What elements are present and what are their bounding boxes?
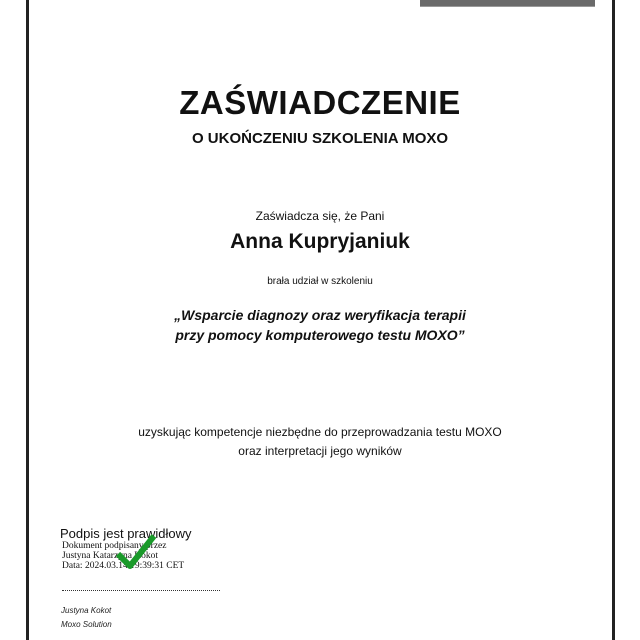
recipient-name: Anna Kupryjaniuk: [230, 230, 410, 253]
signature-detail: Data: 2024.03.14 19:39:31 CET: [62, 561, 185, 571]
course-line: przy pomocy komputerowego testu MOXO”: [175, 327, 465, 343]
signature-status: Podpis jest prawidłowy: [60, 526, 192, 541]
competence-line: uzyskując kompetencje niezbędne do przeprowadzania testu MOXO: [138, 425, 502, 439]
signature-detail: Justyna Katarzyna Kokot: [62, 551, 159, 561]
competence-line: oraz interpretacji jego wyników: [238, 444, 402, 458]
course-title: [0, 305, 640, 345]
competence-text: [0, 423, 640, 461]
course-line: „Wsparcie diagnozy oraz weryfikacja terapii: [174, 307, 466, 323]
top-bar: [420, 0, 595, 7]
signer-info: [61, 604, 112, 632]
certificate-subtitle: O UKOŃCZENIU SZKOLENIA MOXO: [191, 130, 449, 147]
signature-line: [62, 590, 220, 591]
signer-name: Justyna Kokot: [61, 606, 112, 615]
signature-detail: Dokument podpisany przez: [62, 541, 167, 551]
participation-text: brała udział w szkoleniu: [267, 276, 373, 287]
intro-text: Zaświadcza się, że Pani: [255, 209, 385, 223]
signer-company: Moxo Solution: [61, 620, 112, 629]
certificate-title: ZAŚWIADCZENIE: [179, 84, 461, 121]
digital-signature[interactable]: [60, 526, 192, 571]
checkmark-icon: [115, 532, 157, 572]
